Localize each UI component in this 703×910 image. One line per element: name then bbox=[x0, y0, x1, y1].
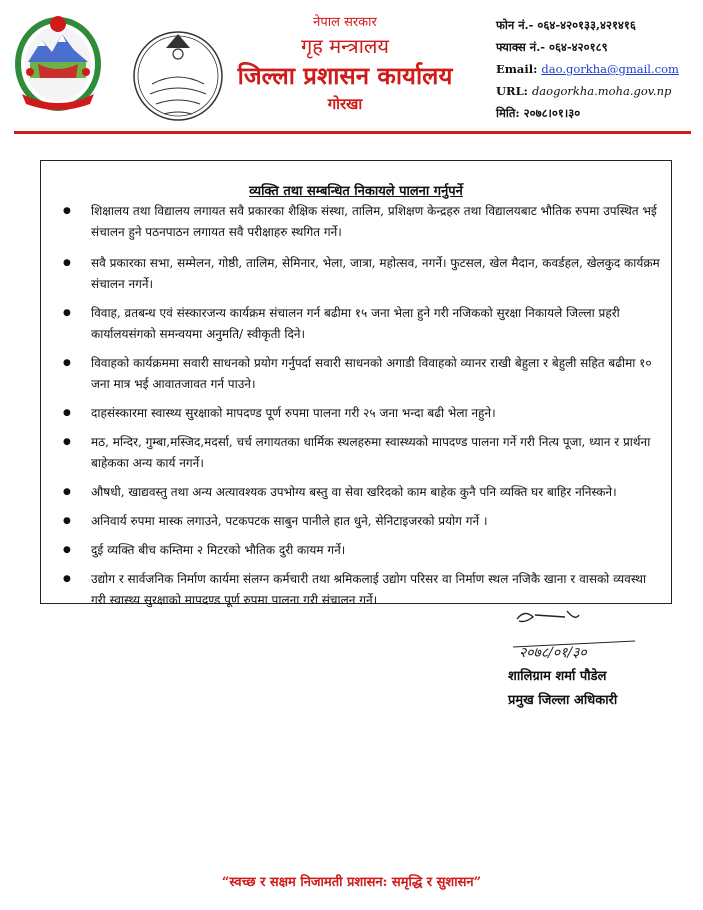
fax-line: फ्याक्स नं.- ०६४-४२०१८९ bbox=[496, 40, 608, 54]
ministry-name: गृह मन्त्रालय bbox=[300, 34, 390, 58]
signer-block bbox=[508, 665, 617, 713]
list-item: ● शिक्षालय तथा विद्यालय लगायत सवै प्रकारका शैक्षिक संस्था, तालिम, प्रशिक्षण केन्द्रहरु तथा विद्यालयबाट भौतिक रुपमा उपस्थित भई संचालन हुने पठनपाठन लगायत सवै परीक्षाहरु स्थगित गर्ने। bbox=[51, 201, 661, 243]
notice-heading: व्यक्ति तथा सम्बन्धित निकायले पालना गर्नुपर्ने bbox=[249, 184, 463, 199]
office-name: जिल्ला प्रशासन कार्यालय bbox=[237, 61, 453, 90]
contact-block bbox=[496, 14, 696, 124]
signature-date: २०७८/०१/३० bbox=[519, 645, 587, 661]
email-link[interactable]: dao.gorkha@gmail.com bbox=[541, 62, 679, 76]
url-line bbox=[496, 80, 696, 102]
list-item: ● औषधी, खाद्यवस्तु तथा अन्य अत्यावश्यक उपभोग्य बस्तु वा सेवा खरिदको काम बाहेक कुनै पनि व्यक्ति घर बाहिर ननिस्कने। bbox=[51, 482, 661, 503]
signer-title: प्रमुख जिल्ला अधिकारी bbox=[508, 693, 618, 708]
district-name: गोरखा bbox=[327, 95, 363, 113]
email-line bbox=[496, 58, 696, 80]
nepal-emblem-icon bbox=[8, 12, 108, 112]
signer-name: शालिग्राम शर्मा पौडेल bbox=[508, 669, 607, 684]
url-value: daogorkha.moha.gov.np bbox=[531, 84, 672, 98]
notice-box bbox=[40, 160, 672, 607]
list-item: ● दाहसंस्कारमा स्वास्थ्य सुरक्षाको मापदण्ड पूर्ण रुपमा पालना गरी २५ जना भन्दा बढी भेला नहुने। bbox=[51, 403, 661, 424]
office-header bbox=[210, 14, 480, 116]
header-divider bbox=[14, 131, 691, 134]
list-item: ● सवै प्रकारका सभा, सम्मेलन, गोष्ठी, तालिम, सेमिनार, भेला, जात्रा, महोत्सव, नगर्ने। फुटसल, खेल मैदान, कवर्डहल, खेलकुद कार्यक्रम संचालन नगर्ने। bbox=[51, 253, 661, 295]
list-item: ● अनिवार्य रुपमा मास्क लगाउने, पटकपटक साबुन पानीले हात धुने, सेनिटाइजरको प्रयोग गर्ने । bbox=[51, 511, 661, 532]
footer-slogan: “स्वच्छ र सक्षम निजामती प्रशासन: समृद्धि र सुशासन” bbox=[221, 875, 482, 890]
url-label: URL: bbox=[496, 84, 528, 98]
notice-list bbox=[51, 201, 661, 619]
signature-icon bbox=[505, 607, 645, 663]
date-line: मिति: २०७८।०१।३० bbox=[496, 106, 581, 120]
list-item: ● मठ, मन्दिर, गुम्बा,मस्जिद,मदर्सा, चर्च लगायतका धार्मिक स्थलहरुमा स्वास्थ्यको मापदण्ड पालना गर्ने गरी नित्य पूजा, ध्यान र प्रार्थना बाहेकका अन्य कार्य नगर्ने। bbox=[51, 432, 661, 474]
list-item: ● दुई व्यक्ति बीच कम्तिमा २ मिटरको भौतिक दुरी कायम गर्ने। bbox=[51, 540, 661, 561]
list-item: ● विवाह, व्रतबन्ध एवं संस्कारजन्य कार्यक्रम संचालन गर्न बढीमा १५ जना भेला हुने गरी नजिकको सुरक्षा निकायले जिल्ला प्रहरी कार्यालयसंगको समन्वयमा अनुमति/ स्वीकृती दिने। bbox=[51, 303, 661, 345]
list-item: ● विवाहको कार्यक्रममा सवारी साधनको प्रयोग गर्नुपर्दा सवारी साधनको अगाडी विवाहको व्यानर राखी बेहुला र बेहुली सहित बढीमा १० जना मात्र भई आवातजावत गर्न पाउने। bbox=[51, 353, 661, 395]
email-label: Email: bbox=[496, 62, 538, 76]
government-name: नेपाल सरकार bbox=[313, 15, 377, 30]
phone-line: फोन नं.- ०६४-४२०१३३,४२१४१६ bbox=[496, 18, 636, 32]
list-item: ● उद्योग र सार्वजनिक निर्माण कार्यमा संलग्न कर्मचारी तथा श्रमिकलाई उद्योग परिसर वा निर्माण स्थल नजिकै खाना र वासको व्यवस्था गरी स्वास्थ्य सुरक्षाको मापदण्ड पूर्ण रुपमा पालना गरी संचालन गर्ने। bbox=[51, 569, 661, 611]
